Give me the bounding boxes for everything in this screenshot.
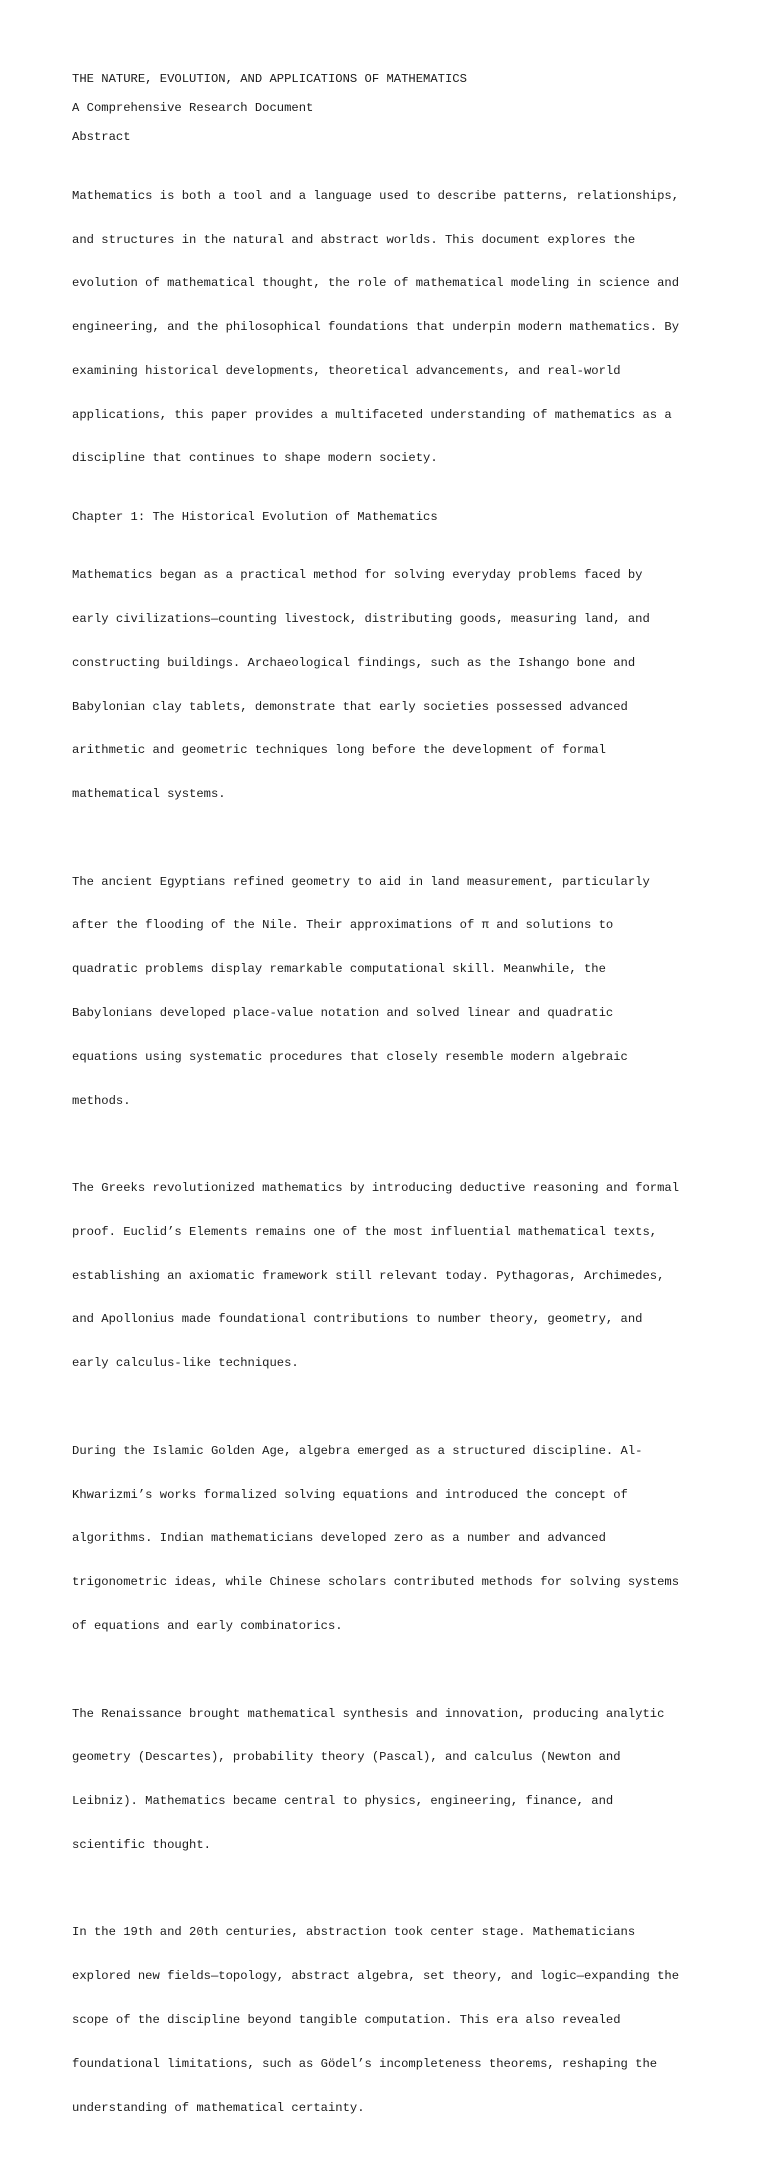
- document-subtitle: A Comprehensive Research Document: [72, 101, 314, 116]
- body-paragraph: [72, 1152, 712, 1400]
- text-line: scientific thought.: [72, 1837, 211, 1852]
- document-title: THE NATURE, EVOLUTION, AND APPLICATIONS OF MATHEMATICS: [72, 72, 467, 86]
- text-line: The Renaissance brought mathematical synthesis and innovation, producing analytic: [72, 1706, 665, 1721]
- text-line: after the flooding of the Nile. Their approximations of π and solutions to: [72, 918, 614, 933]
- body-paragraph: [72, 1896, 712, 2144]
- text-line: discipline that continues to shape modern society.: [72, 451, 438, 466]
- document-page: [72, 72, 712, 2159]
- text-line: and structures in the natural and abstract worlds. This document explores the: [72, 232, 636, 247]
- text-line: In the 19th and 20th centuries, abstraction took center stage. Mathematicians: [72, 1925, 636, 1940]
- text-line: proof. Euclid’s Elements remains one of the most influential mathematical texts,: [72, 1224, 658, 1239]
- text-line: methods.: [72, 1093, 131, 1108]
- body-paragraph: [72, 845, 712, 1137]
- text-line: geometry (Descartes), probability theory (Pascal), and calculus (Newton and: [72, 1750, 621, 1765]
- text-line: Babylonian clay tablets, demonstrate that early societies possessed advanced: [72, 699, 628, 714]
- text-line: engineering, and the philosophical foundations that underpin modern mathematics. By: [72, 320, 680, 335]
- text-line: Leibniz). Mathematics became central to physics, engineering, finance, and: [72, 1794, 614, 1809]
- abstract-paragraph: [72, 160, 712, 496]
- text-line: equations using systematic procedures that closely resemble modern algebraic: [72, 1049, 628, 1064]
- text-line: early calculus-like techniques.: [72, 1356, 299, 1371]
- text-line: Mathematics began as a practical method for solving everyday problems faced by: [72, 568, 643, 583]
- text-line: The ancient Egyptians refined geometry to aid in land measurement, particularly: [72, 874, 650, 889]
- chapter-heading: Chapter 1: The Historical Evolution of Mathematics: [72, 509, 438, 524]
- text-line: of equations and early combinatorics.: [72, 1618, 343, 1633]
- text-line: trigonometric ideas, while Chinese scholars contributed methods for solving systems: [72, 1575, 680, 1590]
- body-paragraph: [72, 1415, 712, 1663]
- text-line: Mathematics is both a tool and a language used to describe patterns, relationships,: [72, 188, 680, 203]
- text-line: Babylonians developed place-value notation and solved linear and quadratic: [72, 1006, 614, 1020]
- text-line: and Apollonius made foundational contributions to number theory, geometry, and: [72, 1312, 643, 1327]
- text-line: applications, this paper provides a multifaceted understanding of mathematics as a: [72, 407, 672, 422]
- text-line: algorithms. Indian mathematicians developed zero as a number and advanced: [72, 1531, 606, 1546]
- text-line: arithmetic and geometric techniques long before the development of formal: [72, 743, 606, 758]
- text-line: foundational limitations, such as Gödel’s incompleteness theorems, reshaping the: [72, 2056, 658, 2071]
- text-line: understanding of mathematical certainty.: [72, 2100, 365, 2115]
- text-line: examining historical developments, theoretical advancements, and real-world: [72, 363, 621, 378]
- text-line: Khwarizmi’s works formalized solving equations and introduced the concept of: [72, 1487, 628, 1502]
- text-line: constructing buildings. Archaeological findings, such as the Ishango bone and: [72, 655, 636, 670]
- body-paragraph: [72, 539, 712, 831]
- text-line: The Greeks revolutionized mathematics by introducing deductive reasoning and formal: [72, 1181, 680, 1196]
- body-paragraph: [72, 1677, 712, 1881]
- text-line: explored new fields—topology, abstract algebra, set theory, and logic—expanding the: [72, 1969, 680, 1984]
- text-line: mathematical systems.: [72, 787, 226, 802]
- text-line: scope of the discipline beyond tangible computation. This era also revealed: [72, 2012, 621, 2027]
- text-line: establishing an axiomatic framework still relevant today. Pythagoras, Archimedes,: [72, 1268, 665, 1283]
- text-line: quadratic problems display remarkable computational skill. Meanwhile, the: [72, 962, 606, 977]
- text-line: During the Islamic Golden Age, algebra emerged as a structured discipline. Al-: [72, 1443, 643, 1458]
- text-line: evolution of mathematical thought, the role of mathematical modeling in science and: [72, 276, 680, 291]
- abstract-heading: Abstract: [72, 130, 131, 145]
- text-line: early civilizations—counting livestock, distributing goods, measuring land, and: [72, 611, 650, 626]
